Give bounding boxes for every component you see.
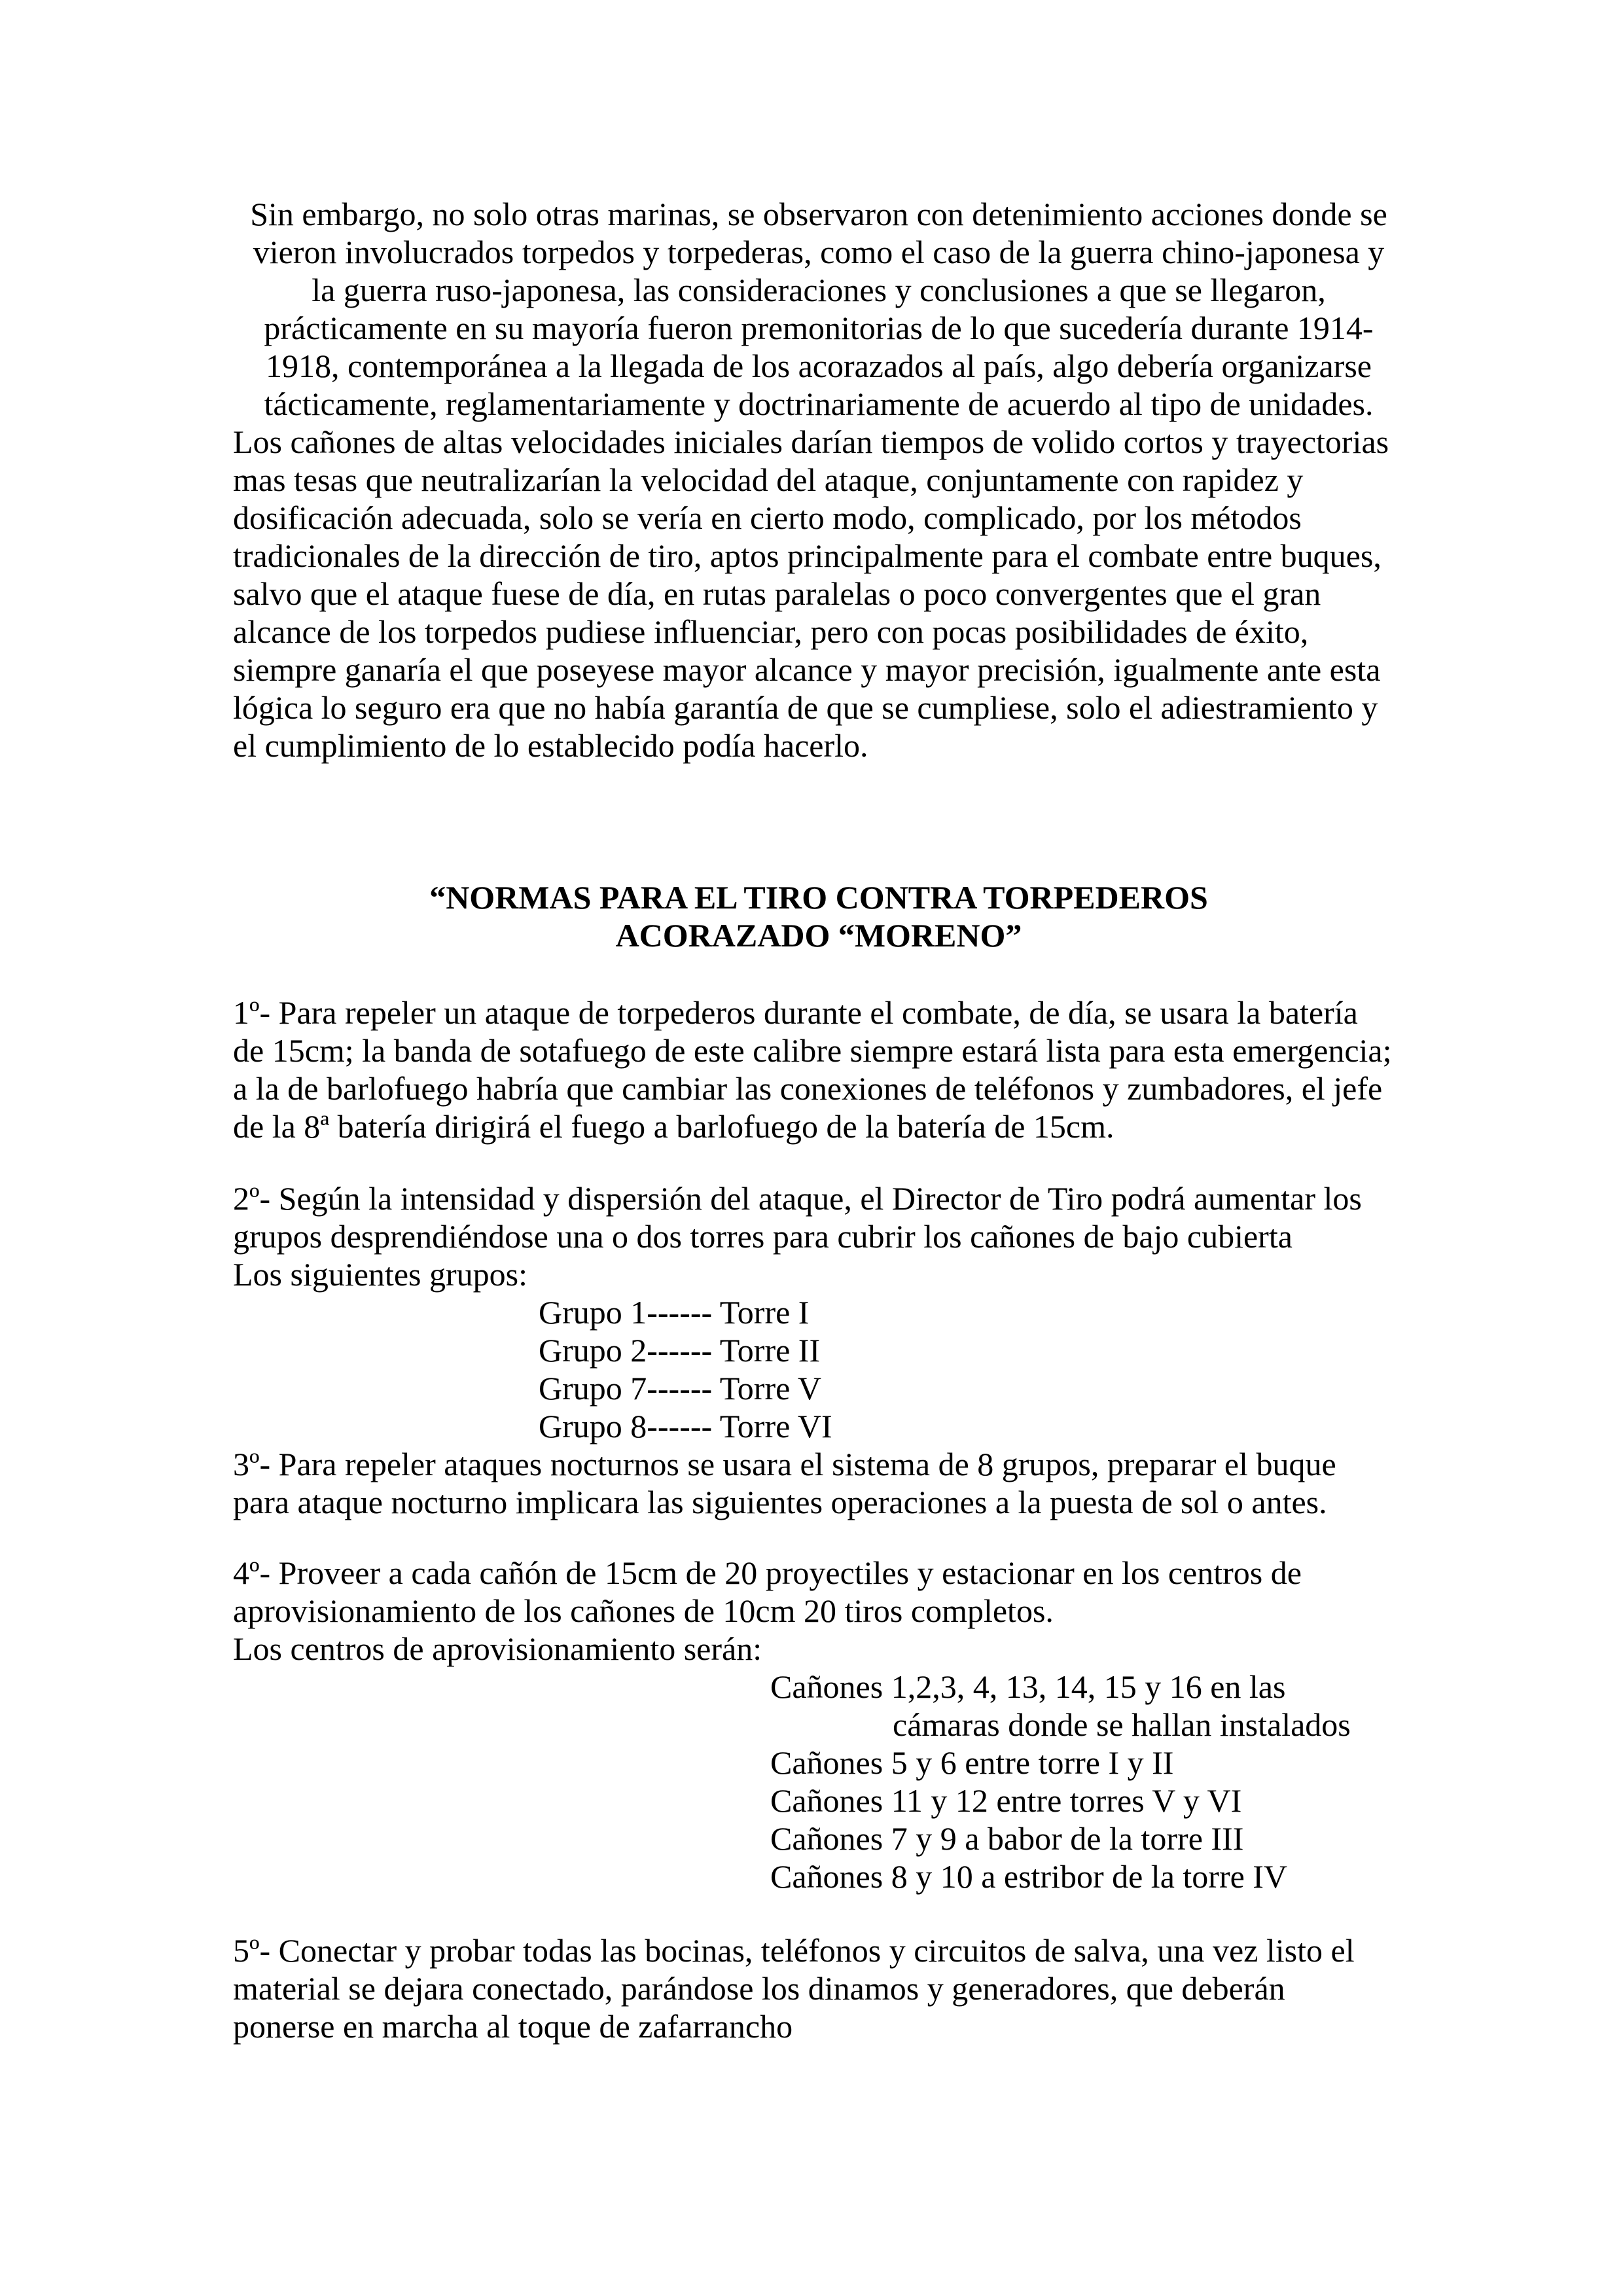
text-line: para ataque nocturno implicara las siguientes operaciones a la puesta de sol o antes. [233,1484,1327,1520]
text-line: dosificación adecuada, solo se vería en cierto modo, complicado, por los métodos [233,499,1302,536]
item-2 [233,1179,1404,1521]
text-line: 4º- Proveer a cada cañón de 15cm de 20 proyectiles y estacionar en los centros de [233,1554,1302,1591]
text-line: tácticamente, reglamentariamente y doctrinariamente de acuerdo al tipo de unidades. [264,386,1374,422]
heading-line: ACORAZADO “MORENO” [615,917,1022,954]
text-line: grupos desprendiéndose una o dos torres para cubrir los cañones de bajo cubierta [233,1218,1293,1255]
text-line: de la 8ª batería dirigirá el fuego a barlofuego de la batería de 15cm. [233,1108,1115,1145]
text-line: material se dejara conectado, parándose los dinamos y generadores, que deberán [233,1970,1285,2007]
text-line: alcance de los torpedos pudiese influenciar, pero con pocas posibilidades de éxito, [233,613,1309,650]
center-line: Cañones 7 y 9 a babor de la torre III [770,1820,1244,1857]
item-1 [233,994,1404,1145]
group-line: Grupo 8------ Torre VI [539,1408,832,1444]
section-heading [233,878,1404,954]
text-line: 3º- Para repeler ataques nocturnos se usara el sistema de 8 grupos, preparar el buque [233,1446,1336,1482]
group-line: Grupo 1------ Torre I [539,1294,810,1331]
text-line: salvo que el ataque fuese de día, en rutas paralelas o poco convergentes que el gran [233,575,1321,612]
text-line: a la de barlofuego habría que cambiar las conexiones de teléfonos y zumbadores, el jefe [233,1070,1383,1107]
text-line: la guerra ruso-japonesa, las consideraciones y conclusiones a que se llegaron, [312,272,1326,308]
heading-line: “NORMAS PARA EL TIRO CONTRA TORPEDEROS [429,879,1208,916]
center-line: cámaras donde se hallan instalados [893,1706,1351,1743]
text-line: 2º- Según la intensidad y dispersión del ataque, el Director de Tiro podrá aumentar los [233,1180,1362,1217]
group-line: Grupo 2------ Torre II [539,1332,821,1369]
text-line: lógica lo seguro era que no había garantía de que se cumpliese, solo el adiestramiento y [233,689,1378,726]
center-line: Cañones 1,2,3, 4, 13, 14, 15 y 16 en las [770,1668,1286,1705]
text-line: prácticamente en su mayoría fueron premonitorias de lo que sucedería durante 1914- [264,310,1374,346]
center-line: Cañones 5 y 6 entre torre I y II [770,1744,1174,1781]
intro-paragraph [233,195,1404,764]
text-line: Los siguientes grupos: [233,1256,527,1293]
text-line: 5º- Conectar y probar todas las bocinas, teléfonos y circuitos de salva, una vez listo el [233,1932,1355,1969]
center-line: Cañones 8 y 10 a estribor de la torre IV [770,1858,1288,1895]
text-line: ponerse en marcha al toque de zafarrancho [233,2008,793,2045]
center-line: Cañones 11 y 12 entre torres V y VI [770,1782,1242,1819]
item-5 [233,1931,1404,2045]
text-line: siempre ganaría el que poseyese mayor alcance y mayor precisión, igualmente ante esta [233,651,1381,688]
text-line: vieron involucrados torpedos y torpederas, como el caso de la guerra chino-japonesa y [253,234,1385,270]
group-line: Grupo 7------ Torre V [539,1370,822,1407]
text-line: tradicionales de la dirección de tiro, aptos principalmente para el combate entre buques, [233,537,1382,574]
item-4 [233,1554,1404,1895]
text-line: Los centros de aprovisionamiento serán: [233,1630,762,1667]
text-line: 1º- Para repeler un ataque de torpederos durante el combate, de día, se usara la batería [233,994,1358,1031]
text-line: Los cañones de altas velocidades iniciales darían tiempos de volido cortos y trayectorias [233,423,1389,460]
text-line: 1918, contemporánea a la llegada de los acorazados al país, algo debería organizarse [266,348,1372,384]
text-line: mas tesas que neutralizarían la velocidad del ataque, conjuntamente con rapidez y [233,461,1304,498]
text-line: el cumplimiento de lo establecido podía hacerlo. [233,727,868,764]
text-line: aprovisionamiento de los cañones de 10cm 20 tiros completos. [233,1592,1054,1629]
text-line: de 15cm; la banda de sotafuego de este calibre siempre estará lista para esta emergencia; [233,1032,1392,1069]
text-line: Sin embargo, no solo otras marinas, se observaron con detenimiento acciones donde se [250,196,1387,232]
